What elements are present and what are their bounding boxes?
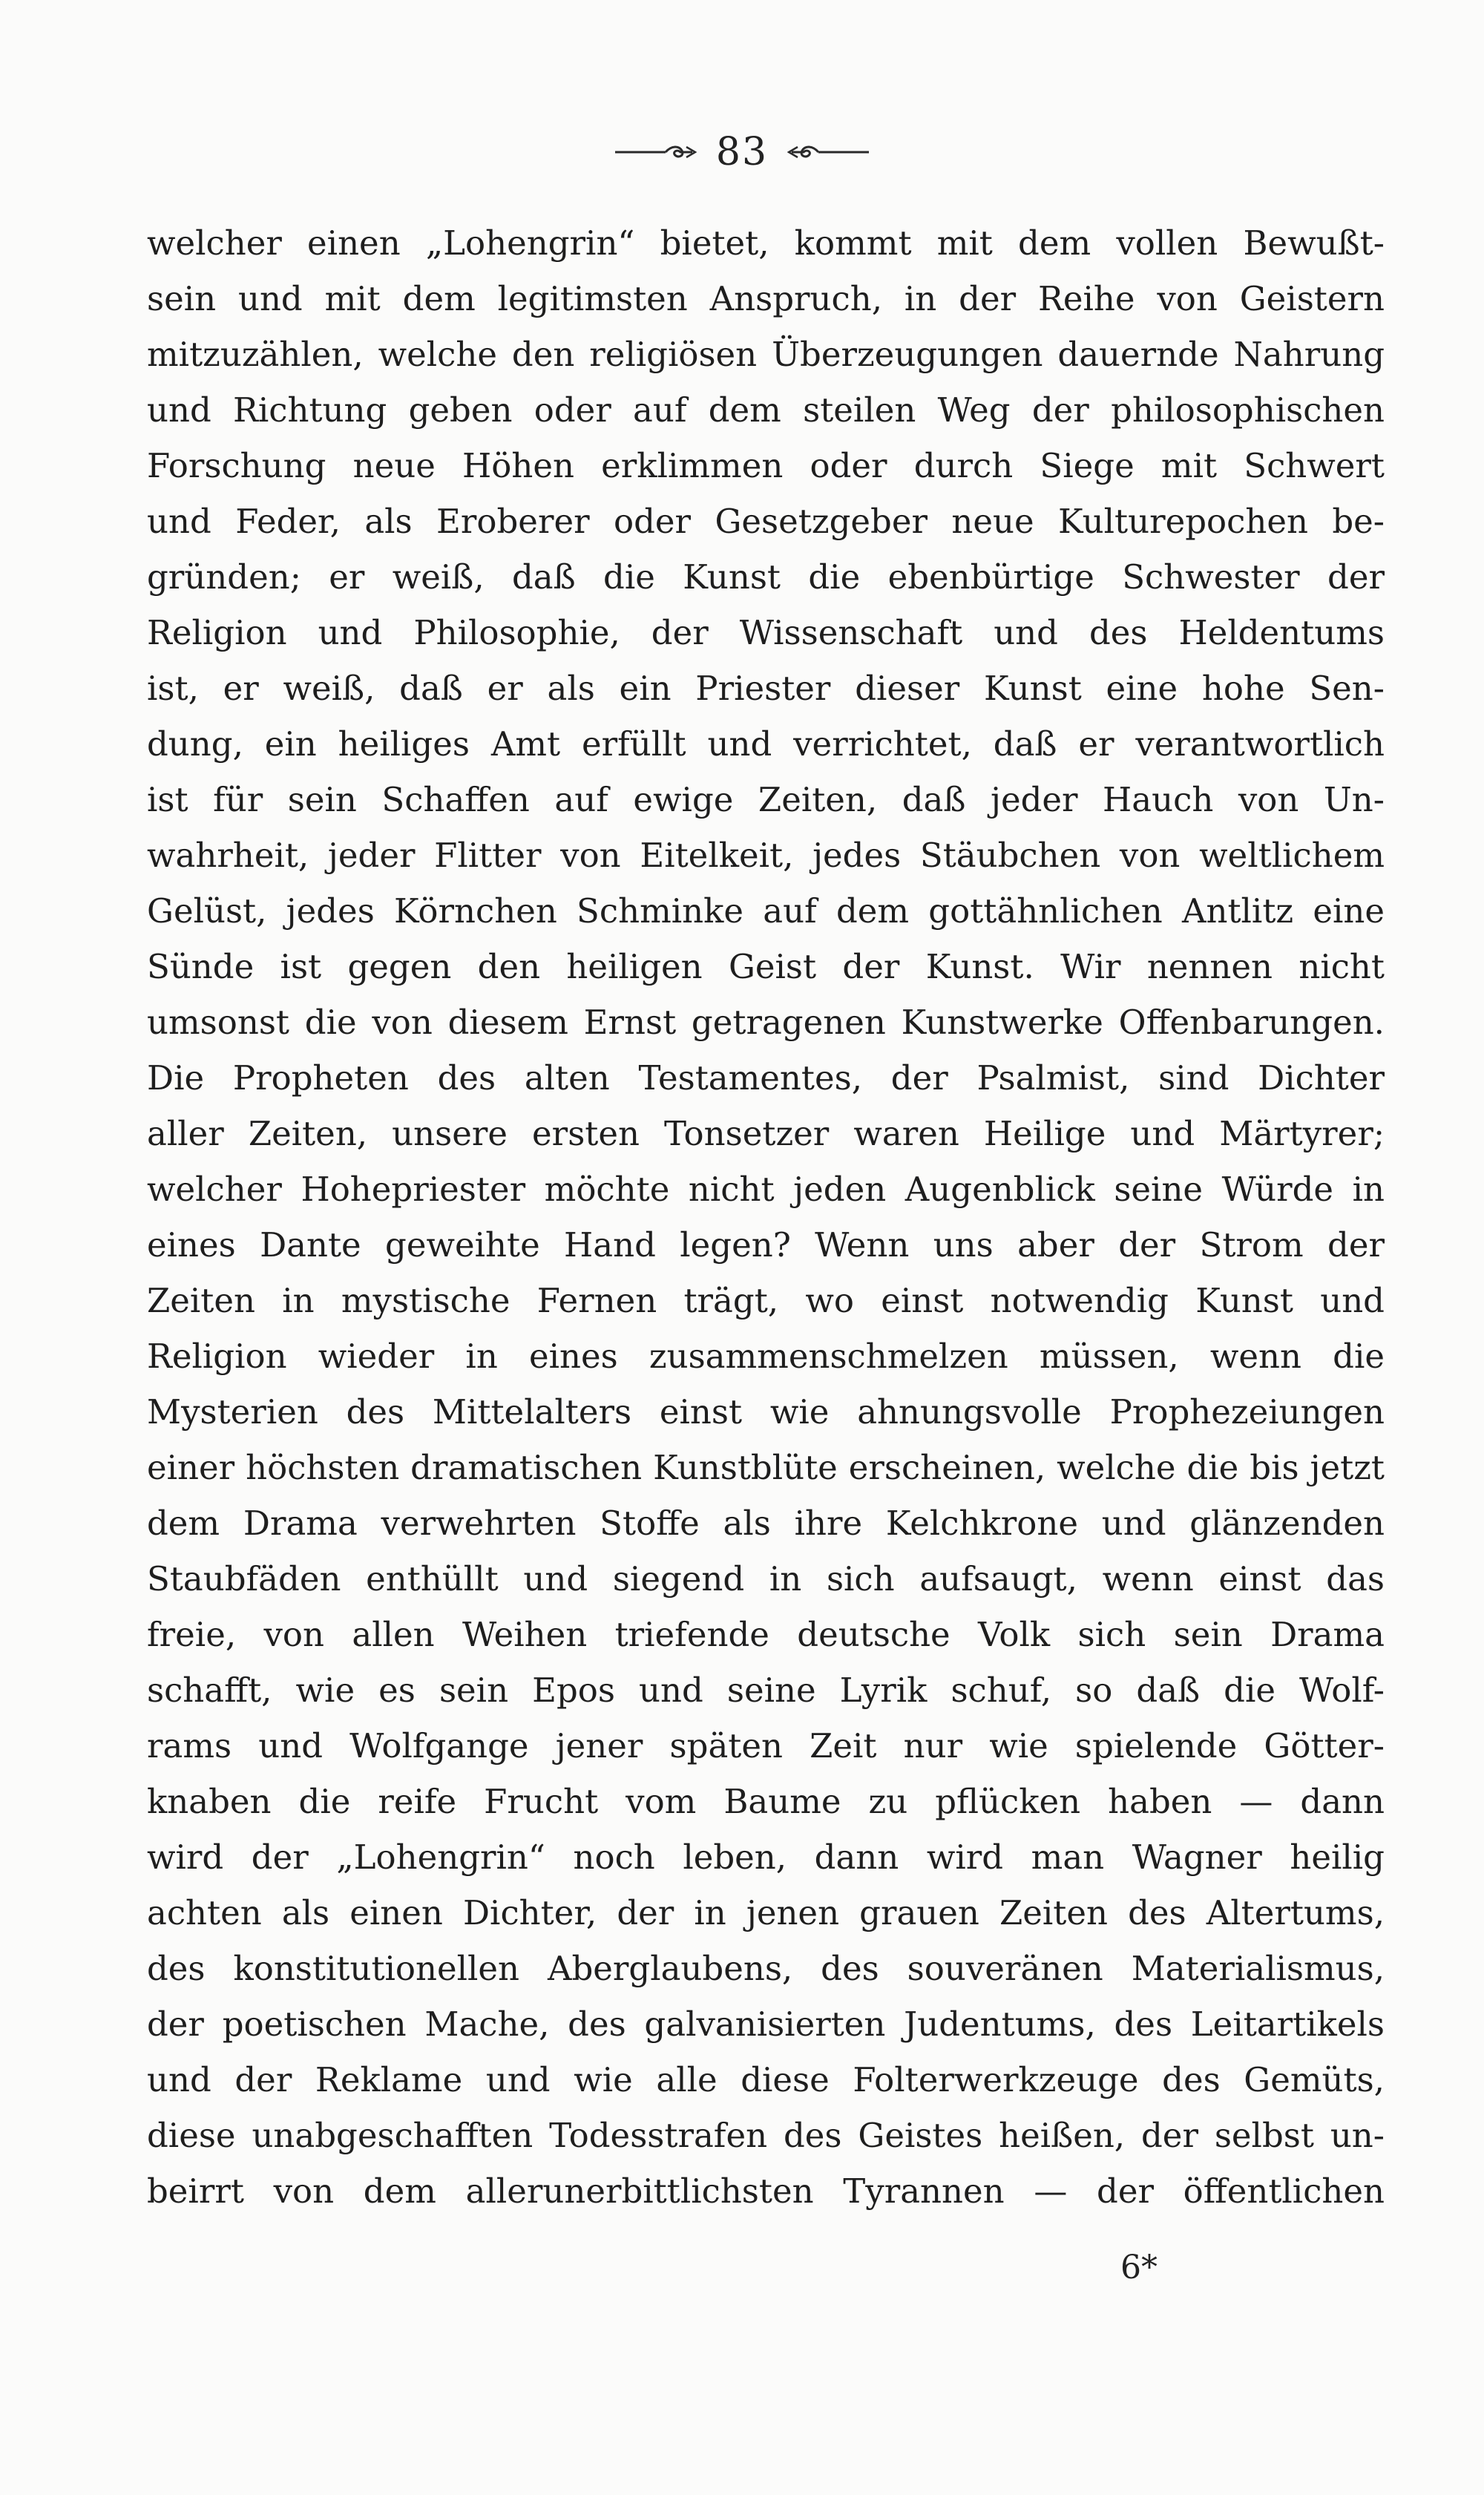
signature-mark: 6* (1120, 2249, 1158, 2286)
text-line: gründen; er weiß, daß die Kunst die ebenbürtige Schwester der (147, 557, 1385, 597)
text-line: Zeiten in mystische Fernen trägt, wo einst notwendig Kunst und (147, 1281, 1385, 1320)
text-line: und Richtung geben oder auf dem steilen Weg der philosophischen (147, 390, 1385, 430)
text-line: mitzuzählen, welche den religiösen Überzeugungen dauernde Nahrung (147, 335, 1385, 374)
text-line: dung, ein heiliges Amt erfüllt und verrichtet, daß er verantwortlich (147, 724, 1385, 764)
text-line: freie, von allen Weihen triefende deutsche Volk sich sein Drama (147, 1615, 1385, 1654)
left-ornament-icon (615, 141, 697, 163)
page-header (0, 122, 1484, 182)
text-line: Sünde ist gegen den heiligen Geist der Kunst. Wir nennen nicht (147, 947, 1385, 986)
text-line: und der Reklame und wie alle diese Folterwerkzeuge des Gemüts, (147, 2060, 1385, 2099)
text-line: schafft, wie es sein Epos und seine Lyrik schuf, so daß die Wolf- (147, 1671, 1385, 1710)
text-line: des konstitutionellen Aberglaubens, des souveränen Materialismus, (147, 1949, 1385, 1988)
text-line: Die Propheten des alten Testamentes, der Psalmist, sind Dichter (147, 1058, 1385, 1098)
page-number: 83 (715, 130, 769, 174)
right-ornament-icon (787, 141, 869, 163)
text-line: ist, er weiß, daß er als ein Priester dieser Kunst eine hohe Sen- (147, 669, 1385, 708)
text-line: einer höchsten dramatischen Kunstblüte erscheinen, welche die bis jetzt (147, 1448, 1385, 1487)
body-text (147, 215, 1385, 2219)
text-line: Staubfäden enthüllt und siegend in sich aufsaugt, wenn einst das (147, 1559, 1385, 1599)
text-line: rams und Wolfgange jener späten Zeit nur wie spielende Götter- (147, 1726, 1385, 1765)
text-line: dem Drama verwehrten Stoffe als ihre Kelchkrone und glänzenden (147, 1504, 1385, 1543)
text-line: eines Dante geweihte Hand legen? Wenn uns aber der Strom der (147, 1225, 1385, 1265)
text-line: Religion wieder in eines zusammenschmelzen müssen, wenn die (147, 1337, 1385, 1376)
text-line: achten als einen Dichter, der in jenen grauen Zeiten des Altertums, (147, 1893, 1385, 1932)
text-line: wird der „Lohengrin“ noch leben, dann wird man Wagner heilig (147, 1837, 1385, 1877)
text-line: Forschung neue Höhen erklimmen oder durch Siege mit Schwert (147, 446, 1385, 485)
text-line: umsonst die von diesem Ernst getragenen Kunstwerke Offenbarungen. (147, 1003, 1385, 1042)
text-line: beirrt von dem allerunerbittlichsten Tyrannen — der öffentlichen (147, 2171, 1385, 2211)
text-line: diese unabgeschafften Todesstrafen des Geistes heißen, der selbst un- (147, 2116, 1385, 2155)
text-line: Mysterien des Mittelalters einst wie ahnungsvolle Prophezeiungen (147, 1392, 1385, 1432)
text-line: welcher Hohepriester möchte nicht jeden Augenblick seine Würde in (147, 1170, 1385, 1209)
text-line: und Feder, als Eroberer oder Gesetzgeber neue Kulturepochen be- (147, 502, 1385, 541)
text-line: der poetischen Mache, des galvanisierten Judentums, des Leitartikels (147, 2004, 1385, 2044)
text-line: welcher einen „Lohengrin“ bietet, kommt mit dem vollen Bewußt- (147, 223, 1385, 263)
text-line: wahrheit, jeder Flitter von Eitelkeit, jedes Stäubchen von weltlichem (147, 836, 1385, 875)
text-line: sein und mit dem legitimsten Anspruch, in der Reihe von Geistern (147, 279, 1385, 318)
text-line: knaben die reife Frucht vom Baume zu pflücken haben — dann (147, 1782, 1385, 1821)
text-line: aller Zeiten, unsere ersten Tonsetzer waren Heilige und Märtyrer; (147, 1114, 1385, 1153)
text-line: ist für sein Schaffen auf ewige Zeiten, daß jeder Hauch von Un- (147, 780, 1385, 819)
text-line: Gelüst, jedes Körnchen Schminke auf dem gottähnlichen Antlitz eine (147, 891, 1385, 931)
text-line: Religion und Philosophie, der Wissenschaft und des Heldentums (147, 613, 1385, 652)
